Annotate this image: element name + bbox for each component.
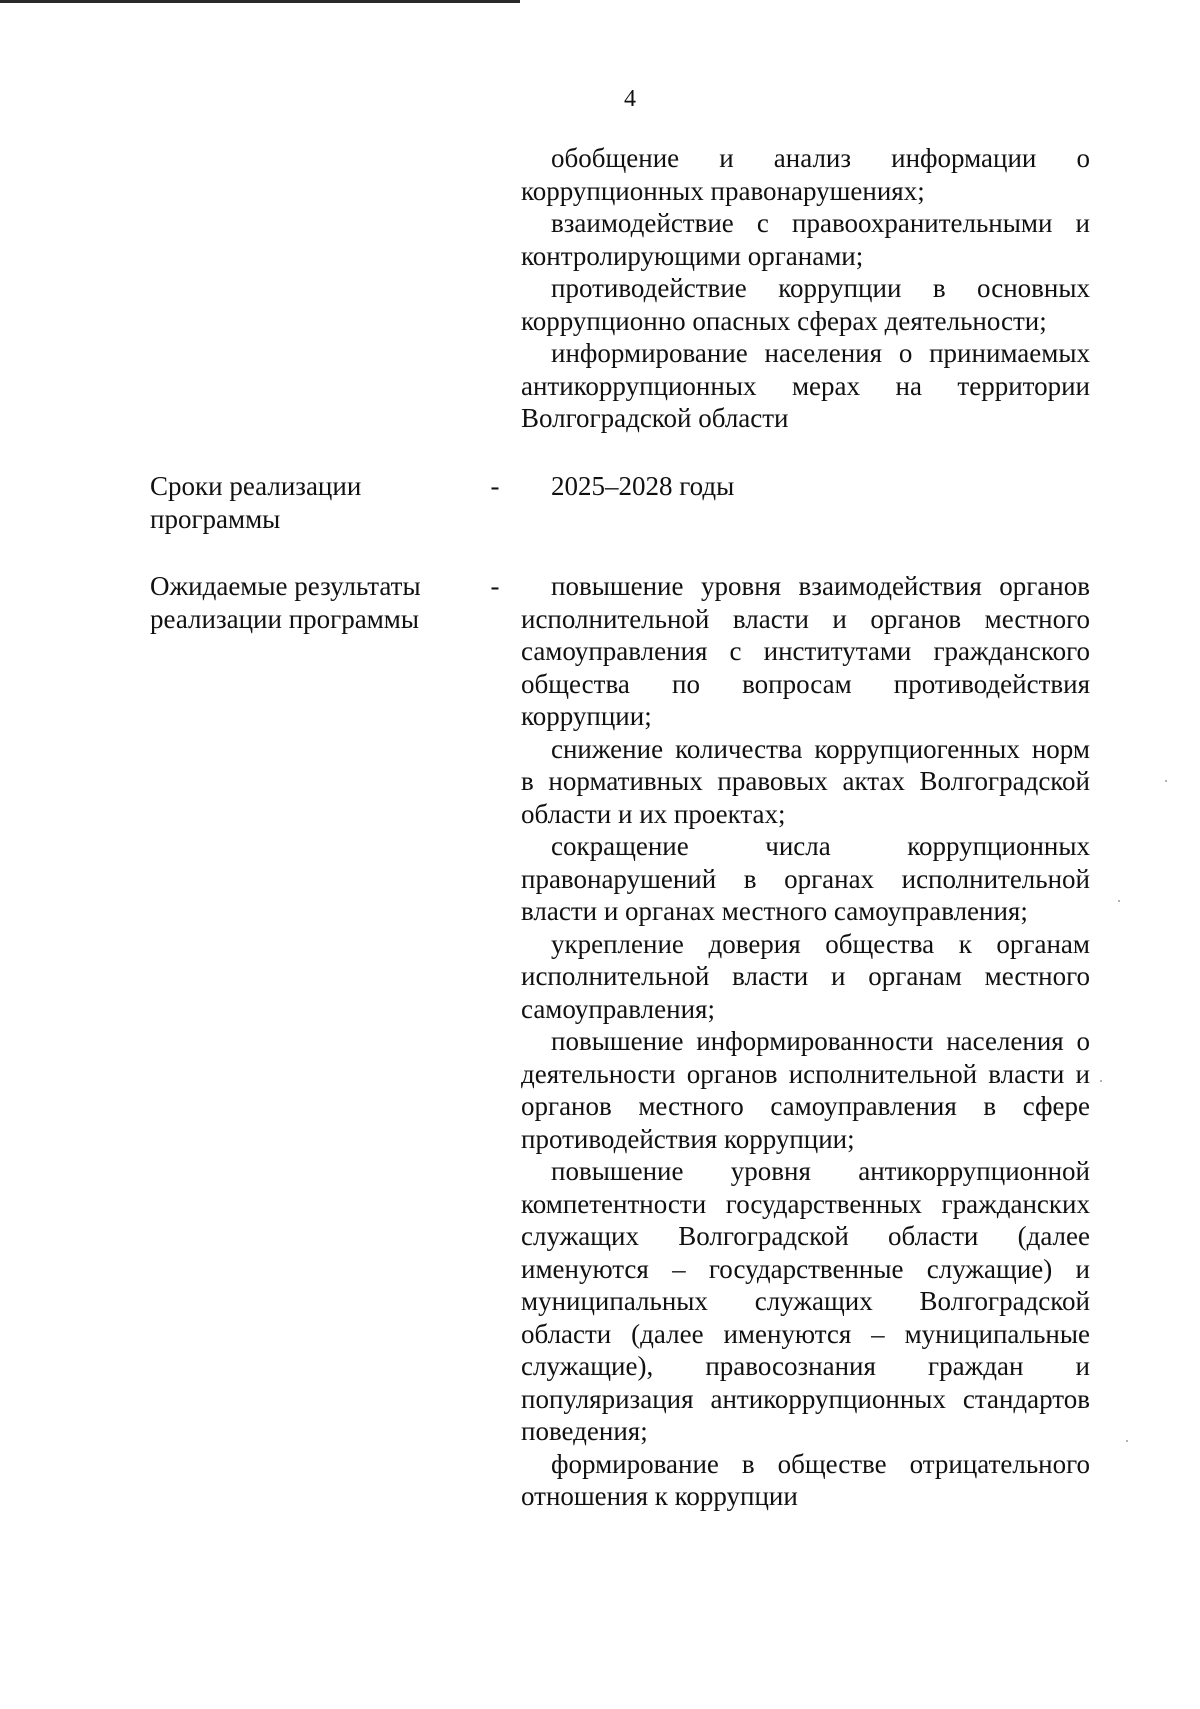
list-item: повышение уровня антикоррупционной компетентности государственных гражданских служащих Волгоградской области (далее именуются – государственные служащие) и муниципальных служащих Волгоградской области (далее именуются – муниципальные служащие), правосознания граждан и популяризация антикоррупционных стандартов поведения; (521, 1156, 1090, 1446)
row-separator: - (490, 571, 500, 601)
list-item: обобщение и анализ информации о коррупционных правонарушениях; (521, 143, 1090, 206)
row-separator: - (490, 471, 500, 501)
continuation-block (521, 142, 1090, 435)
list-item: повышение информированности населения о деятельности органов исполнительной власти и органов местного самоуправления в сфере противодействия коррупции; (521, 1026, 1090, 1154)
scan-speck (1126, 1440, 1128, 1442)
row-label-expected-results: Ожидаемые результаты реализации программы (150, 571, 421, 634)
row-value-timeline: 2025–2028 годы (551, 471, 735, 501)
list-item: снижение количества коррупциогенных норм в нормативных правовых актах Волгоградской области и их проектах; (521, 733, 1090, 829)
list-item: повышение уровня взаимодействия органов исполнительной власти и органов местного самоуправления с институтами гражданского общества по вопросам противодействия коррупции; (521, 571, 1090, 731)
list-item: взаимодействие с правоохранительными и контролирующими органами; (521, 208, 1090, 271)
scan-speck (1165, 780, 1167, 782)
row-label-timeline: Сроки реализации программы (150, 471, 362, 534)
list-item: сокращение числа коррупционных правонарушений в органах исполнительной власти и органах местного самоуправления; (521, 831, 1090, 926)
list-item: информирование населения о принимаемых антикоррупционных мерах на территории Волгоградской области (521, 338, 1090, 433)
scan-speck (1100, 1080, 1102, 1082)
list-item: противодействие коррупции в основных коррупционно опасных сферах деятельности; (521, 273, 1090, 336)
top-edge-rule (0, 0, 520, 3)
page-number: 4 (624, 86, 636, 112)
list-item: формирование в обществе отрицательного отношения к коррупции (521, 1448, 1090, 1511)
expected-results-block (521, 570, 1090, 1513)
list-item: укрепление доверия общества к органам исполнительной власти и органам местного самоуправления; (521, 928, 1090, 1024)
scan-speck (1118, 900, 1120, 902)
